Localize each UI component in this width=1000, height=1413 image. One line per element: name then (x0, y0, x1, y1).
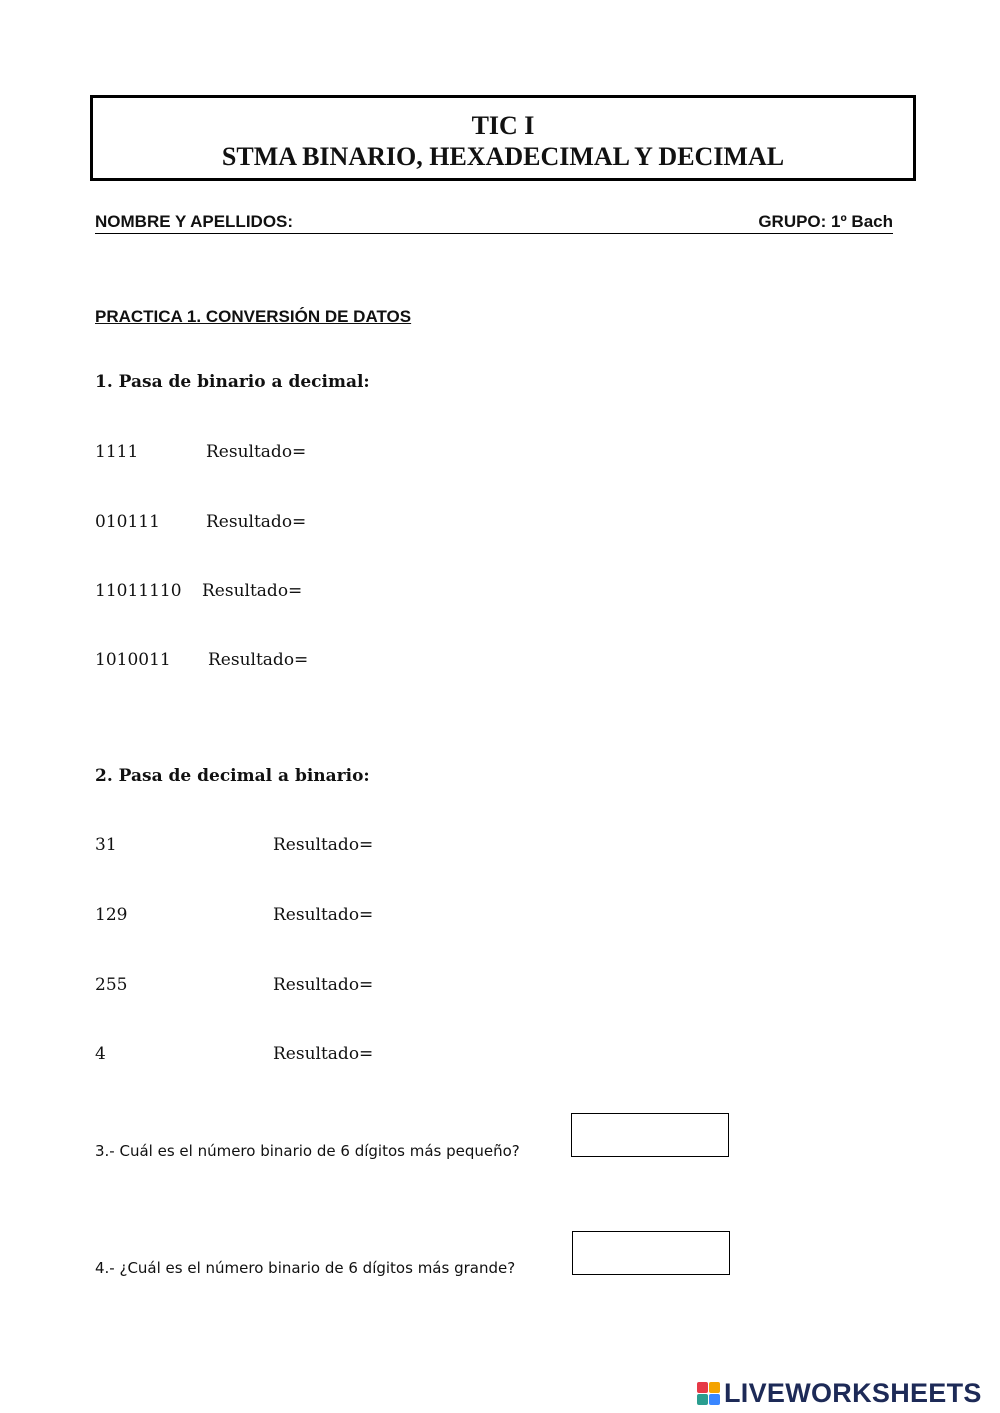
group-label: GRUPO: 1º Bach (758, 212, 893, 231)
section-2-title: 2. Pasa de decimal a binario: (95, 766, 370, 786)
student-info-line (95, 212, 893, 234)
result-label: Resultado= (202, 581, 303, 601)
decimal-value: 31 (95, 835, 117, 855)
answer-box-question-3[interactable] (571, 1113, 729, 1157)
name-label: NOMBRE Y APELLIDOS: (95, 212, 294, 231)
binary-value: 11011110 (95, 581, 182, 601)
logo-square-teal (697, 1394, 708, 1405)
liveworksheets-brand[interactable] (697, 1378, 982, 1408)
binary-value: 1010011 (95, 650, 171, 670)
logo-square-blue (709, 1394, 720, 1405)
liveworksheets-logo-icon (697, 1382, 720, 1405)
question-4: 4.- ¿Cuál es el número binario de 6 dígitos más grande? (95, 1259, 516, 1277)
section-1-title: 1. Pasa de binario a decimal: (95, 372, 370, 392)
binary-value: 1111 (95, 442, 139, 462)
decimal-value: 129 (95, 905, 128, 925)
decimal-value: 4 (95, 1044, 106, 1064)
brand-name: LIVEWORKSHEETS (724, 1377, 982, 1408)
practice-title: PRACTICA 1. CONVERSIÓN DE DATOS (95, 307, 412, 326)
answer-box-question-4[interactable] (572, 1231, 730, 1275)
result-label: Resultado= (273, 835, 374, 855)
result-label: Resultado= (273, 905, 374, 925)
logo-square-orange (709, 1382, 720, 1393)
result-label: Resultado= (208, 650, 309, 670)
result-label: Resultado= (206, 442, 307, 462)
decimal-value: 255 (95, 975, 128, 995)
result-label: Resultado= (273, 975, 374, 995)
worksheet-title: STMA BINARIO, HEXADECIMAL Y DECIMAL (221, 142, 785, 171)
worksheet-title-box (90, 95, 916, 181)
question-3: 3.- Cuál es el número binario de 6 dígitos más pequeño? (95, 1142, 520, 1160)
result-label: Resultado= (206, 512, 307, 532)
binary-value: 010111 (95, 512, 160, 532)
logo-square-red (697, 1382, 708, 1393)
result-label: Resultado= (273, 1044, 374, 1064)
course-title: TIC I (471, 111, 535, 140)
